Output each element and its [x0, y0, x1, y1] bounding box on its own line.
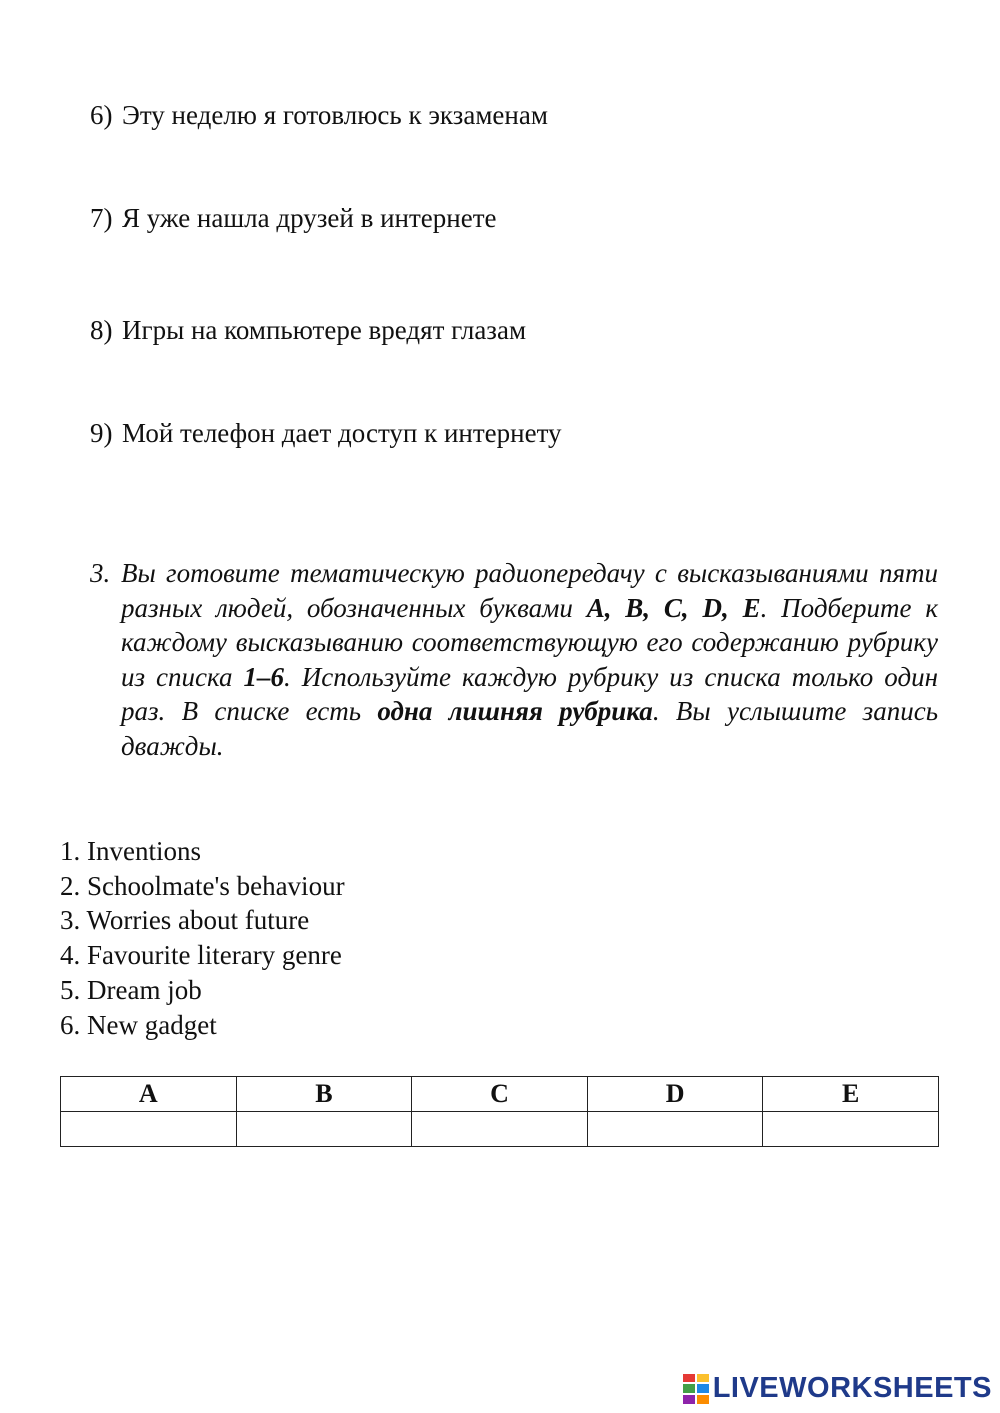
answer-cell-a[interactable] [61, 1112, 237, 1147]
task-3-instructions [90, 556, 938, 764]
logo-square [683, 1374, 695, 1383]
logo-mark-icon [683, 1374, 709, 1404]
logo-square [697, 1384, 709, 1393]
header-a: A [61, 1077, 237, 1112]
rubric-list [60, 834, 345, 1042]
logo-square [697, 1374, 709, 1383]
liveworksheets-logo [683, 1372, 992, 1405]
answer-cell-e[interactable] [763, 1112, 939, 1147]
logo-square [683, 1384, 695, 1393]
header-b: B [236, 1077, 412, 1112]
task-letters: A, B, C, D, E [586, 592, 761, 623]
sentence-number: 7) [90, 203, 113, 233]
task-text-part: . Вы услышите запись дважды. [121, 696, 938, 761]
task-text-part: . Подберите к каждому высказыванию соответствующую его содержанию рубрику из списка [121, 592, 938, 692]
task-extra-rubric: одна лишняя рубрика [377, 696, 653, 727]
rubric-item: 5. Dream job [60, 974, 202, 1005]
sentence-text: Игры на компьютере вредят глазам [122, 315, 527, 345]
sentence-9 [90, 416, 562, 450]
header-c: C [412, 1077, 588, 1112]
logo-square [683, 1395, 695, 1404]
rubric-item: 2. Schoolmate's behaviour [60, 870, 345, 901]
logo-square [697, 1395, 709, 1404]
sentence-number: 9) [90, 418, 113, 448]
sentence-text: Эту неделю я готовлюсь к экзаменам [122, 100, 548, 130]
answer-cell-d[interactable] [587, 1112, 763, 1147]
rubric-item: 1. Inventions [60, 836, 201, 866]
sentence-text: Я уже нашла друзей в интернете [122, 203, 497, 233]
sentence-8 [90, 313, 526, 347]
logo-text: LIVEWORKSHEETS [712, 1372, 992, 1404]
sentence-number: 6) [90, 100, 113, 130]
task-number: 3. [90, 558, 111, 588]
answer-header-row [61, 1077, 939, 1112]
task-range: 1–6 [243, 661, 285, 692]
answer-cell-c[interactable] [412, 1112, 588, 1147]
rubric-item: 3. Worries about future [60, 905, 310, 936]
header-d: D [587, 1077, 763, 1112]
header-e: E [763, 1077, 939, 1112]
sentence-text: Мой телефон дает доступ к интернету [122, 418, 562, 448]
sentence-6 [90, 98, 548, 132]
rubric-item: 4. Favourite literary genre [60, 940, 342, 971]
rubric-item: 6. New gadget [60, 1009, 217, 1040]
task-text-part: Вы готовите тематическую радиопередачу с высказываниями пяти разных людей, обозначенных буквами [121, 558, 938, 623]
answer-table [60, 1076, 939, 1147]
answer-row [61, 1112, 939, 1147]
task-text-part: . Используйте каждую рубрику из списка только один раз. В списке есть [121, 661, 938, 727]
sentence-number: 8) [90, 315, 113, 345]
answer-cell-b[interactable] [236, 1112, 412, 1147]
sentence-7 [90, 201, 497, 235]
task-text [121, 556, 938, 764]
